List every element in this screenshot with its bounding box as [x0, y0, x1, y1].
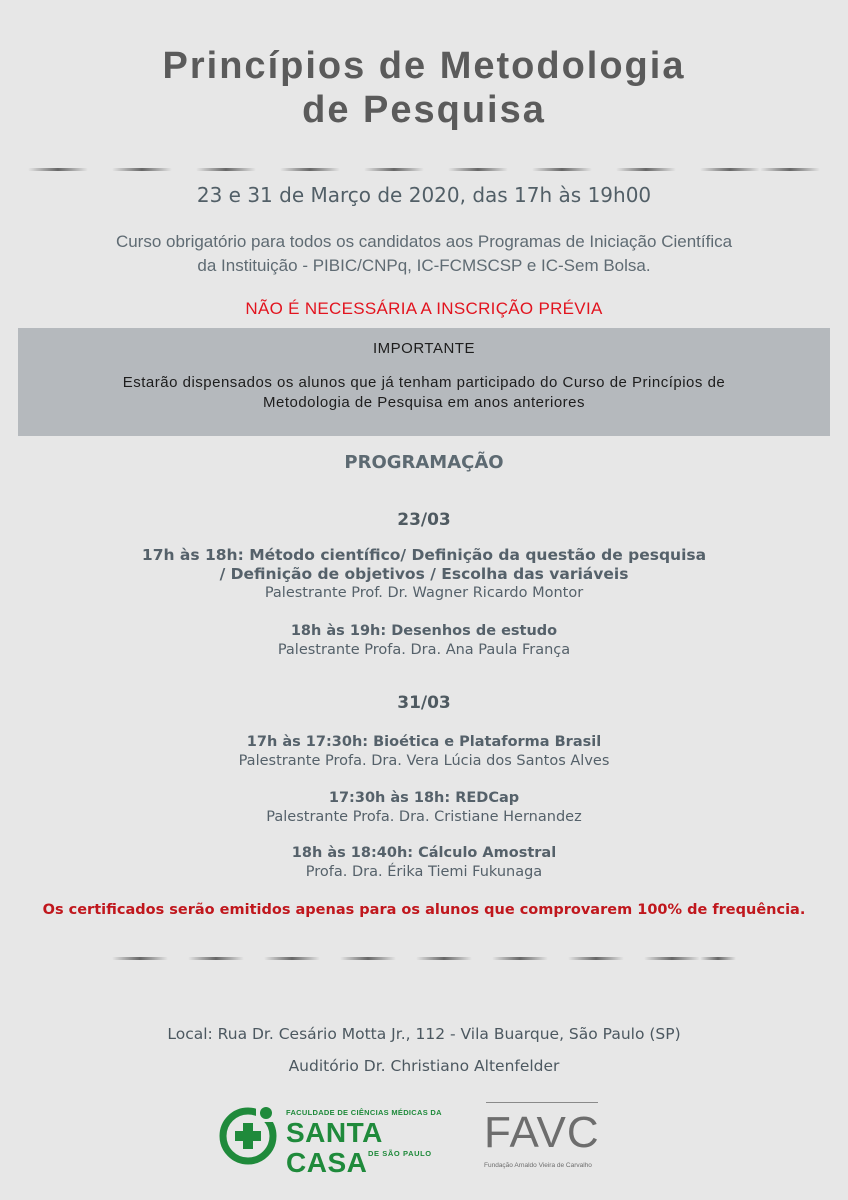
certificate-notice: Os certificados serão emitidos apenas para os alunos que comprovarem 100% de frequência.	[42, 902, 806, 918]
program-title: PROGRAMAÇÃO	[344, 452, 504, 473]
important-text	[18, 373, 830, 413]
program-slot	[0, 622, 848, 660]
slot-speaker: Palestrante Profa. Dra. Ana Paula França	[277, 642, 571, 658]
intro-line-1: Curso obrigatório para todos os candidatos aos Programas de Iniciação Científica	[115, 232, 733, 251]
slot-title: 18h às 18:40h: Cálculo Amostral	[291, 845, 557, 861]
program-slot	[0, 844, 848, 882]
favc-main-text: FAVC	[484, 1108, 600, 1157]
slot-title-line-1: 17h às 18h: Método científico/ Definição da questão de pesquisa	[141, 546, 707, 564]
location-address: Local: Rua Dr. Cesário Motta Jr., 112 - Vila Buarque, São Paulo (SP)	[167, 1025, 681, 1043]
slot-title: 18h às 19h: Desenhos de estudo	[290, 623, 558, 639]
intro-line-2: da Instituição - PIBIC/CNPq, IC-FCMSCSP e IC-Sem Bolsa.	[197, 256, 651, 275]
slot-title: 17:30h às 18h: REDCap	[328, 790, 520, 806]
program-slot	[0, 546, 848, 603]
bottom-divider	[0, 957, 848, 961]
important-title: IMPORTANTE	[373, 340, 475, 357]
important-box	[18, 328, 830, 436]
cross-emblem-icon	[218, 1104, 280, 1166]
santa-casa-logo	[218, 1104, 448, 1178]
slot-speaker: Palestrante Prof. Dr. Wagner Ricardo Montor	[264, 585, 584, 601]
important-line-1: Estarão dispensados os alunos que já tenham participado do Curso de Princípios de	[122, 374, 726, 391]
page-title	[0, 44, 848, 132]
intro-text	[0, 230, 848, 278]
important-line-2: Metodologia de Pesquisa em anos anteriores	[262, 394, 586, 411]
santa-casa-main-text: SANTA CASA	[286, 1117, 382, 1178]
slot-speaker: Palestrante Profa. Dra. Vera Lúcia dos Santos Alves	[238, 753, 610, 769]
location-auditorium: Auditório Dr. Christiano Altenfelder	[288, 1057, 560, 1075]
event-dates: 23 e 31 de Março de 2020, das 17h às 19h00	[196, 183, 652, 207]
program-slot	[0, 789, 848, 827]
program-slot	[0, 733, 848, 771]
slot-speaker: Profa. Dra. Érika Tiemi Fukunaga	[305, 864, 543, 880]
slot-speaker: Palestrante Profa. Dra. Cristiane Hernandez	[266, 809, 582, 825]
title-line-2: de Pesquisa	[302, 89, 546, 131]
slot-title-line-2: / Definição de objetivos / Escolha das variáveis	[219, 565, 629, 583]
no-registration-notice: NÃO É NECESSÁRIA A INSCRIÇÃO PRÉVIA	[245, 299, 603, 318]
santa-casa-top-text: FACULDADE DE CIÊNCIAS MÉDICAS DA	[286, 1108, 442, 1117]
favc-sub-text: Fundação Arnaldo Vieira de Carvalho	[484, 1162, 592, 1169]
title-line-1: Princípios de Metodologia	[162, 45, 686, 87]
day-date-1: 23/03	[397, 510, 451, 530]
location	[0, 1018, 848, 1082]
favc-logo	[484, 1102, 604, 1174]
slot-title: 17h às 17:30h: Bioética e Plataforma Brasil	[246, 734, 602, 750]
santa-casa-bottom-text: DE SÃO PAULO	[368, 1149, 432, 1158]
top-divider	[0, 168, 848, 172]
day-date-2: 31/03	[397, 693, 451, 713]
